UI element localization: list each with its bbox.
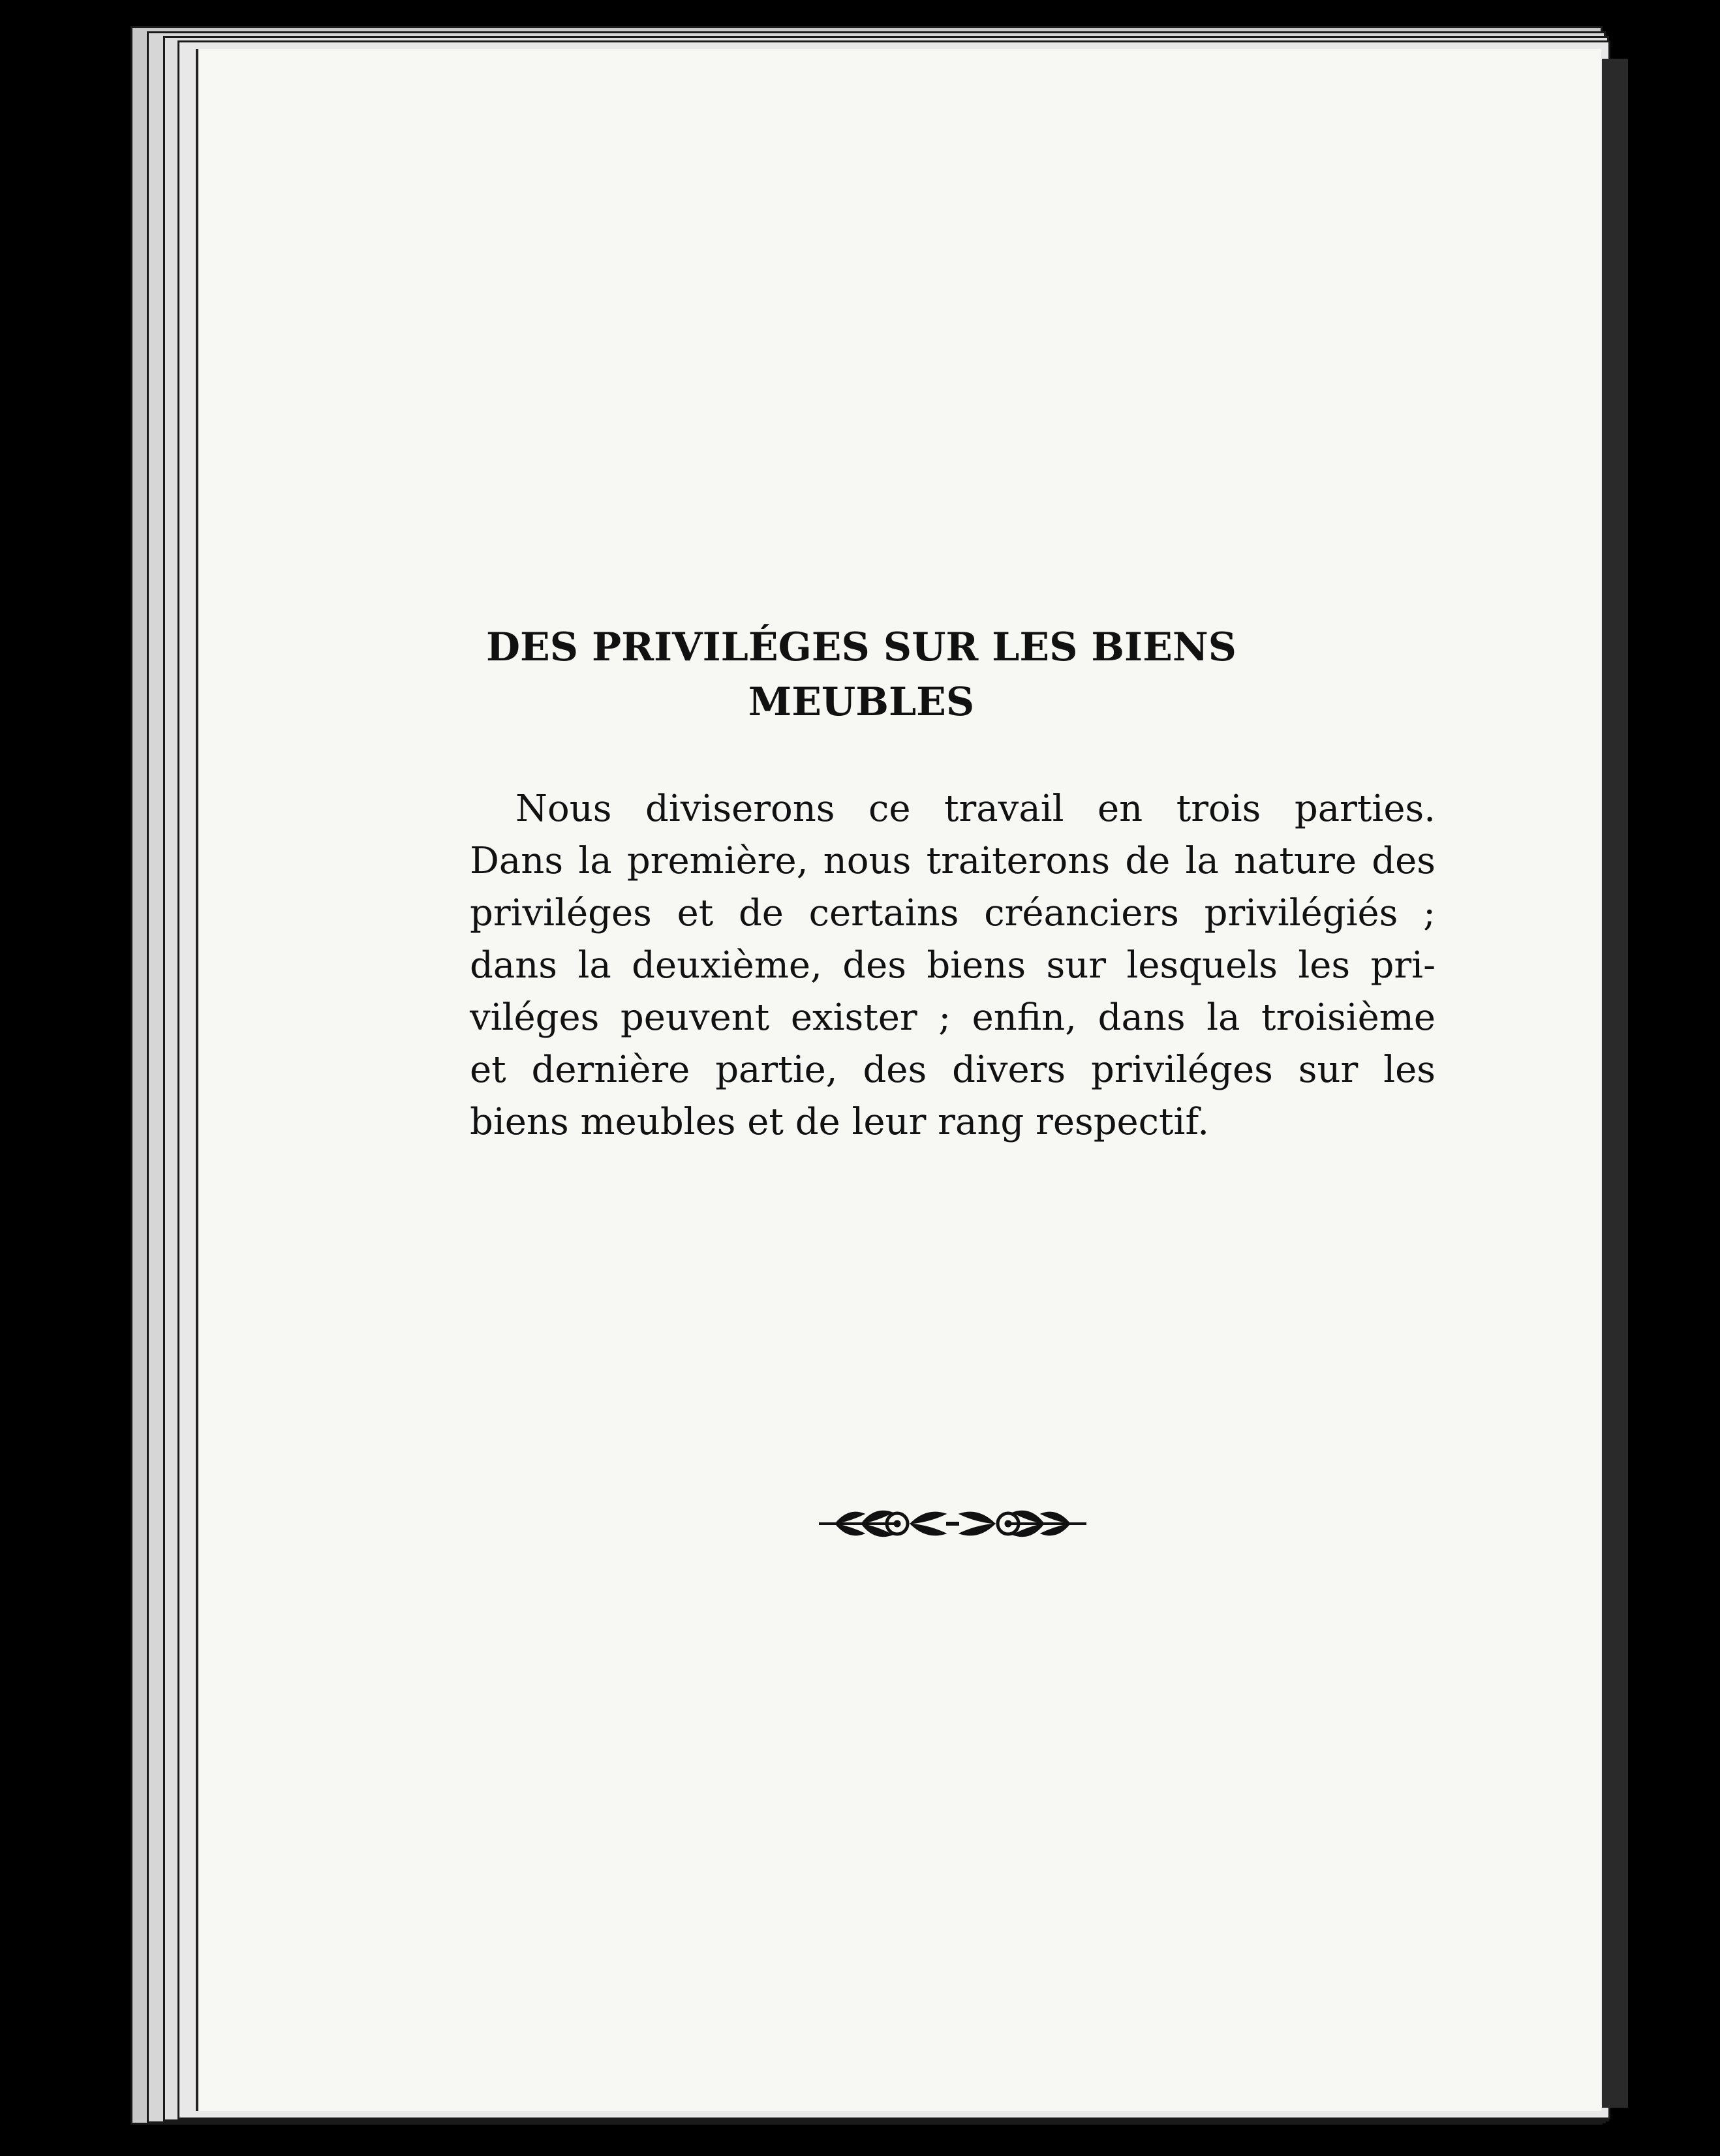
paragraph-line: Nous diviserons ce travail en trois parties.	[515, 788, 1436, 830]
paragraph-line: priviléges et de certains créanciers privilégiés ;	[470, 892, 1436, 934]
book-spine	[1602, 59, 1628, 2108]
paragraph-line: dans la deuxième, des biens sur lesquels les pri-	[470, 944, 1436, 987]
chapter-title-line: DES PRIVILÉGES SUR LES BIENS	[486, 624, 1236, 670]
paragraph-line: et dernière partie, des divers priviléges sur les	[470, 1049, 1436, 1091]
paragraph-line: viléges peuvent exister ; enfin, dans la troisième	[470, 996, 1436, 1039]
chapter-title	[339, 620, 1383, 730]
paragraph-line: biens meubles et de leur rang respectif.	[470, 1101, 1209, 1143]
intro-paragraph	[470, 783, 1436, 1148]
paragraph-line: Dans la première, nous traiterons de la nature des	[470, 840, 1436, 882]
floral-vignette-icon	[816, 1494, 1090, 1553]
chapter-title-line: MEUBLES	[748, 679, 975, 725]
